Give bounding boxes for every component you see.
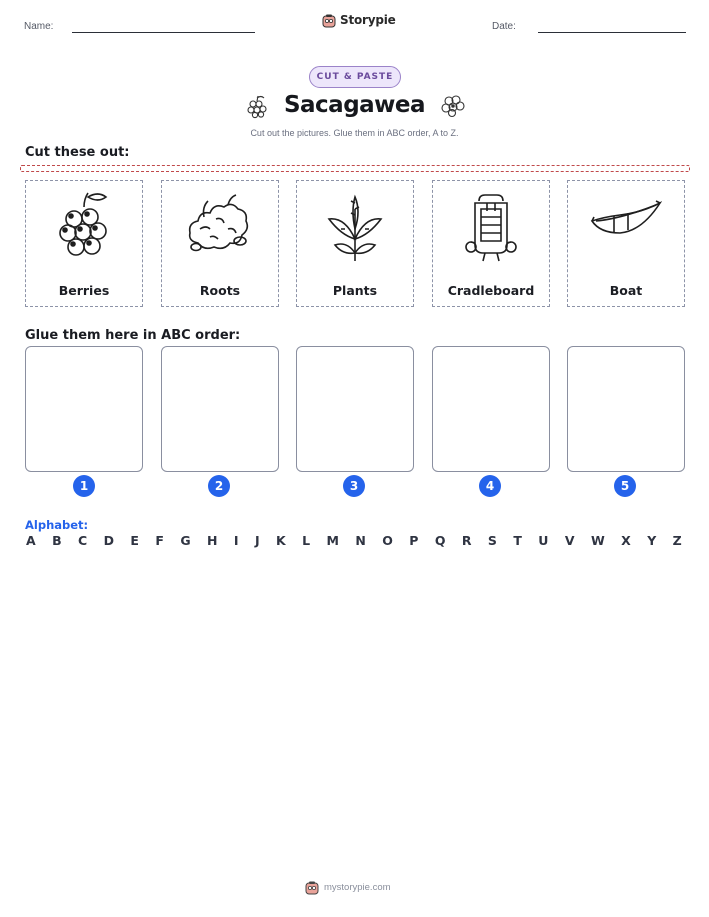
glue-box-2[interactable] xyxy=(161,346,279,472)
canoe-icon xyxy=(590,189,662,267)
alphabet-letter: H xyxy=(207,533,218,548)
number-badge-4: 4 xyxy=(479,475,501,497)
glue-box-1[interactable] xyxy=(25,346,143,472)
number-badge-2: 2 xyxy=(208,475,230,497)
alphabet-letter: C xyxy=(78,533,88,548)
brand-logo xyxy=(322,13,396,27)
plant-icon xyxy=(321,189,389,267)
alphabet-letter: I xyxy=(233,533,239,548)
alphabet-letter: R xyxy=(461,533,472,548)
alphabet-letter: Y xyxy=(647,533,657,548)
alphabet-letter: N xyxy=(355,533,366,548)
glue-box-4[interactable] xyxy=(432,346,550,472)
cut-card-cradleboard[interactable] xyxy=(432,180,550,307)
glue-box-3[interactable] xyxy=(296,346,414,472)
alphabet-letter: D xyxy=(103,533,115,548)
alphabet-letter: E xyxy=(130,533,139,548)
instructions: Cut out the pictures. Glue them in ABC order, A to Z. xyxy=(250,128,459,138)
alphabet-letter: L xyxy=(302,533,311,548)
alphabet-letter: G xyxy=(180,533,191,548)
name-label: Name: xyxy=(24,21,54,32)
alphabet-letter: Q xyxy=(434,533,446,548)
alphabet-letter: Z xyxy=(672,533,682,548)
alphabet-letter: M xyxy=(326,533,339,548)
number-badge-1: 1 xyxy=(73,475,95,497)
card-label: Boat xyxy=(609,283,643,298)
alphabet-letter: P xyxy=(409,533,419,548)
cut-card-boat[interactable] xyxy=(567,180,685,307)
brand-name: Storypie xyxy=(340,13,396,27)
card-label: Berries xyxy=(58,283,110,298)
alphabet-title: Alphabet: xyxy=(25,518,89,532)
footer xyxy=(305,880,391,894)
card-label: Plants xyxy=(332,283,378,298)
cut-paste-badge: CUT & PASTE xyxy=(309,66,401,88)
alphabet-letter: W xyxy=(590,533,605,548)
alphabet-letter: A xyxy=(26,533,36,548)
flower-decoration-icon xyxy=(439,93,467,123)
alphabet-letter: T xyxy=(513,533,522,548)
cut-card-plants[interactable] xyxy=(296,180,414,307)
cut-line xyxy=(20,165,690,172)
alphabet-letter: K xyxy=(276,533,286,548)
berries-icon xyxy=(50,189,118,267)
cut-card-berries[interactable] xyxy=(25,180,143,307)
page-title: Sacagawea xyxy=(283,92,426,118)
storypie-logo-icon xyxy=(322,13,336,27)
storypie-logo-icon xyxy=(305,880,319,894)
date-line[interactable] xyxy=(538,32,686,33)
alphabet-row xyxy=(26,533,682,548)
card-label: Roots xyxy=(199,283,241,298)
number-badge-5: 5 xyxy=(614,475,636,497)
alphabet-letter: J xyxy=(254,533,260,548)
number-badge-3: 3 xyxy=(343,475,365,497)
roots-icon xyxy=(184,189,252,267)
cradleboard-icon xyxy=(457,189,525,267)
alphabet-letter: B xyxy=(52,533,62,548)
alphabet-letter: X xyxy=(621,533,631,548)
glue-heading: Glue them here in ABC order: xyxy=(25,328,241,343)
card-label: Cradleboard xyxy=(447,283,535,298)
alphabet-letter: U xyxy=(538,533,549,548)
name-line[interactable] xyxy=(72,32,255,33)
alphabet-letter: V xyxy=(564,533,575,548)
date-label: Date: xyxy=(492,21,516,32)
glue-box-5[interactable] xyxy=(567,346,685,472)
alphabet-letter: F xyxy=(155,533,164,548)
alphabet-letter: O xyxy=(382,533,393,548)
cut-heading: Cut these out: xyxy=(25,145,130,160)
alphabet-letter: S xyxy=(487,533,497,548)
footer-url[interactable]: mystorypie.com xyxy=(324,881,391,893)
cut-card-roots[interactable] xyxy=(161,180,279,307)
